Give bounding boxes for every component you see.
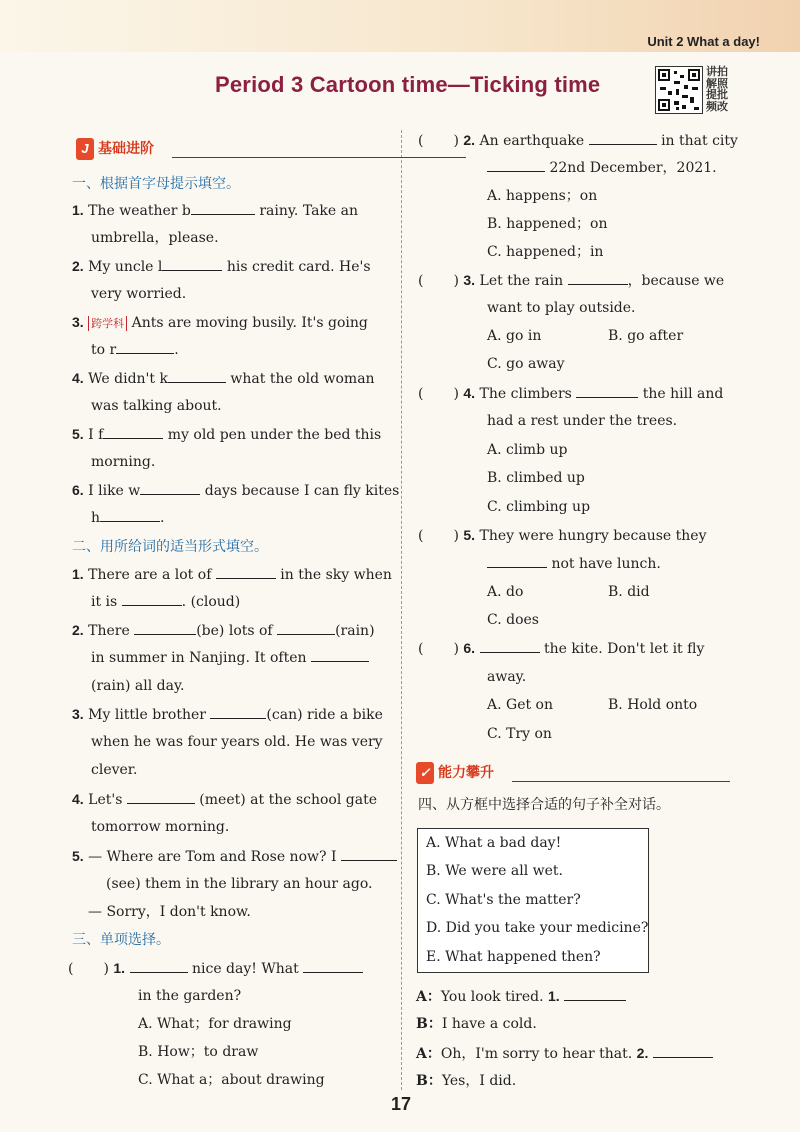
dialogue-line-2: B：I have a cold. — [416, 1016, 537, 1032]
dialogue-line-4: B：Yes，I did. — [416, 1073, 517, 1089]
answer-blank[interactable] — [162, 254, 222, 271]
r-q2-option-c[interactable]: C. happened；in — [487, 244, 604, 260]
r-q5-option-a[interactable]: A. do — [487, 584, 524, 600]
qr-code-icon[interactable] — [655, 66, 703, 114]
answer-blank[interactable] — [487, 155, 545, 172]
s2-q3-cont2: clever. — [91, 762, 138, 778]
s2-q3: 3. My little brother (can) ride a bike — [72, 700, 383, 729]
r-q4-option-b[interactable]: B. climbed up — [487, 470, 585, 486]
r-q4: ( ) 4. The climbers the hill and — [418, 379, 723, 408]
r-q6-cont: away. — [487, 669, 527, 685]
answer-blank[interactable] — [564, 984, 626, 1001]
section-3-title: 三、单项选择。 — [72, 932, 170, 948]
s1-q6-cont: h . — [91, 504, 164, 532]
r-q6: ( ) 6. the kite. Don't let it fly — [418, 634, 704, 663]
s1-q4-cont: was talking about. — [91, 398, 222, 414]
banner-badge-icon: J — [76, 138, 94, 160]
s1-q1-cont: umbrella，please. — [91, 230, 219, 246]
s1-q4: 4. We didn't k what the old woman — [72, 364, 375, 393]
r-q2: ( ) 2. An earthquake in that city — [418, 126, 738, 155]
r-q4-option-c[interactable]: C. climbing up — [487, 499, 591, 515]
s2-q4: 4. Let's (meet) at the school gate — [72, 785, 377, 814]
section-banner-advanced — [416, 762, 732, 784]
answer-blank[interactable] — [103, 422, 163, 439]
answer-blank[interactable] — [653, 1041, 713, 1058]
s2-q4-cont: tomorrow morning. — [91, 819, 230, 835]
r-q3-option-b[interactable]: B. go after — [608, 328, 684, 344]
r-q3-cont: want to play outside. — [487, 300, 636, 316]
r-q5: ( ) 5. They were hungry because they — [418, 527, 707, 544]
r-q2-cont: 22nd December，2021. — [487, 154, 717, 182]
s3-q1-option-b[interactable]: B. How；to draw — [138, 1044, 259, 1060]
box-option: A. What a bad day! — [426, 835, 562, 851]
s2-q5-cont2: — Sorry，I don't know. — [88, 904, 251, 920]
dialogue-line-1: A：You look tired. 1. — [416, 982, 626, 1011]
r-q5-option-b[interactable]: B. did — [608, 584, 650, 600]
answer-blank[interactable] — [122, 589, 182, 606]
section-1-title: 一、根据首字母提示填空。 — [72, 176, 240, 192]
section-2-title: 二、用所给词的适当形式填空。 — [72, 539, 268, 555]
answer-blank[interactable] — [589, 128, 657, 145]
section-banner-basic — [76, 138, 390, 160]
answer-blank[interactable] — [116, 337, 174, 354]
r-q5-cont: not have lunch. — [487, 550, 661, 578]
answer-blank[interactable] — [210, 702, 266, 719]
s1-q3-cont: to r . — [91, 336, 179, 364]
s1-q2: 2. My uncle l his credit card. He's — [72, 252, 371, 281]
r-q2-option-a[interactable]: A. happens；on — [487, 188, 598, 204]
answer-blank[interactable] — [191, 198, 255, 215]
box-option: C. What's the matter? — [426, 892, 581, 908]
answer-blank[interactable] — [576, 381, 638, 398]
s3-q1-option-c[interactable]: C. What a；about drawing — [138, 1072, 325, 1088]
s1-q2-cont: very worried. — [91, 286, 187, 302]
r-q3-option-c[interactable]: C. go away — [487, 356, 565, 372]
s3-q1-cont: in the garden? — [138, 988, 242, 1004]
answer-blank[interactable] — [487, 551, 547, 568]
box-option: D. Did you take your medicine? — [426, 920, 649, 936]
r-q5-option-c[interactable]: C. does — [487, 612, 539, 628]
s1-q3: 3. 跨学科 Ants are moving busily. It's going — [72, 314, 368, 331]
s2-q5-cont: (see) them in the library an hour ago. — [106, 876, 373, 892]
s1-q5: 5. I f my old pen under the bed this — [72, 420, 381, 449]
r-q3-option-a[interactable]: A. go in — [487, 328, 542, 344]
column-divider — [401, 130, 403, 1090]
r-q2-option-b[interactable]: B. happened；on — [487, 216, 608, 232]
s1-q6: 6. I like w days because I can fly kites — [72, 476, 399, 505]
s1-q5-cont: morning. — [91, 454, 156, 470]
answer-blank[interactable] — [277, 618, 335, 635]
qr-side-caption: 讲拍 解照 提批 频改 — [706, 65, 728, 113]
box-option: E. What happened then? — [426, 949, 601, 965]
r-q6-option-b[interactable]: B. Hold onto — [608, 697, 698, 713]
r-q6-option-a[interactable]: A. Get on — [487, 697, 554, 713]
answer-blank[interactable] — [568, 268, 628, 285]
banner-badge-icon: ✓ — [416, 762, 434, 784]
answer-blank[interactable] — [134, 618, 196, 635]
s3-q1: ( ) 1. nice day! What — [68, 954, 363, 983]
page-title: Period 3 Cartoon time—Ticking time — [215, 72, 601, 97]
dialogue-line-3: A：Oh，I'm sorry to hear that. 2. — [416, 1039, 713, 1068]
banner-title: 基础进阶 — [98, 141, 154, 157]
answer-blank[interactable] — [341, 844, 397, 861]
unit-label: Unit 2 What a day! — [647, 34, 760, 49]
section-4-title: 四、从方框中选择合适的句子补全对话。 — [418, 797, 670, 813]
s2-q1-cont: it is . (cloud) — [91, 588, 240, 616]
s2-q5: 5. — Where are Tom and Rose now? I — [72, 842, 397, 871]
answer-blank[interactable] — [127, 787, 195, 804]
s2-q3-cont: when he was four years old. He was very — [91, 734, 383, 750]
answer-blank[interactable] — [216, 562, 276, 579]
page-number: 17 — [391, 1094, 412, 1114]
answer-blank[interactable] — [480, 636, 540, 653]
banner-title: 能力攀升 — [438, 765, 494, 781]
cross-subject-tag: 跨学科 — [88, 316, 127, 331]
answer-blank[interactable] — [130, 956, 188, 973]
s2-q2-cont2: (rain) all day. — [91, 678, 185, 694]
s1-q1: 1. The weather b rainy. Take an — [72, 196, 358, 225]
box-option: B. We were all wet. — [426, 863, 563, 879]
banner-underline — [512, 781, 730, 782]
answer-blank[interactable] — [168, 366, 226, 383]
answer-blank[interactable] — [311, 645, 369, 662]
s2-q2-cont: in summer in Nanjing. It often — [91, 644, 369, 672]
banner-underline — [172, 157, 466, 158]
answer-blank[interactable] — [100, 505, 160, 522]
r-q3: ( ) 3. Let the rain ，because we — [418, 266, 724, 295]
answer-blank[interactable] — [140, 478, 200, 495]
r-q4-option-a[interactable]: A. climb up — [487, 442, 568, 458]
options-box — [417, 828, 649, 973]
r-q6-option-c[interactable]: C. Try on — [487, 726, 552, 742]
answer-blank[interactable] — [303, 956, 363, 973]
r-q4-cont: had a rest under the trees. — [487, 413, 678, 429]
s2-q1: 1. There are a lot of in the sky when — [72, 560, 392, 589]
s2-q2: 2. There (be) lots of (rain) — [72, 616, 375, 645]
s3-q1-option-a[interactable]: A. What；for drawing — [138, 1016, 292, 1032]
